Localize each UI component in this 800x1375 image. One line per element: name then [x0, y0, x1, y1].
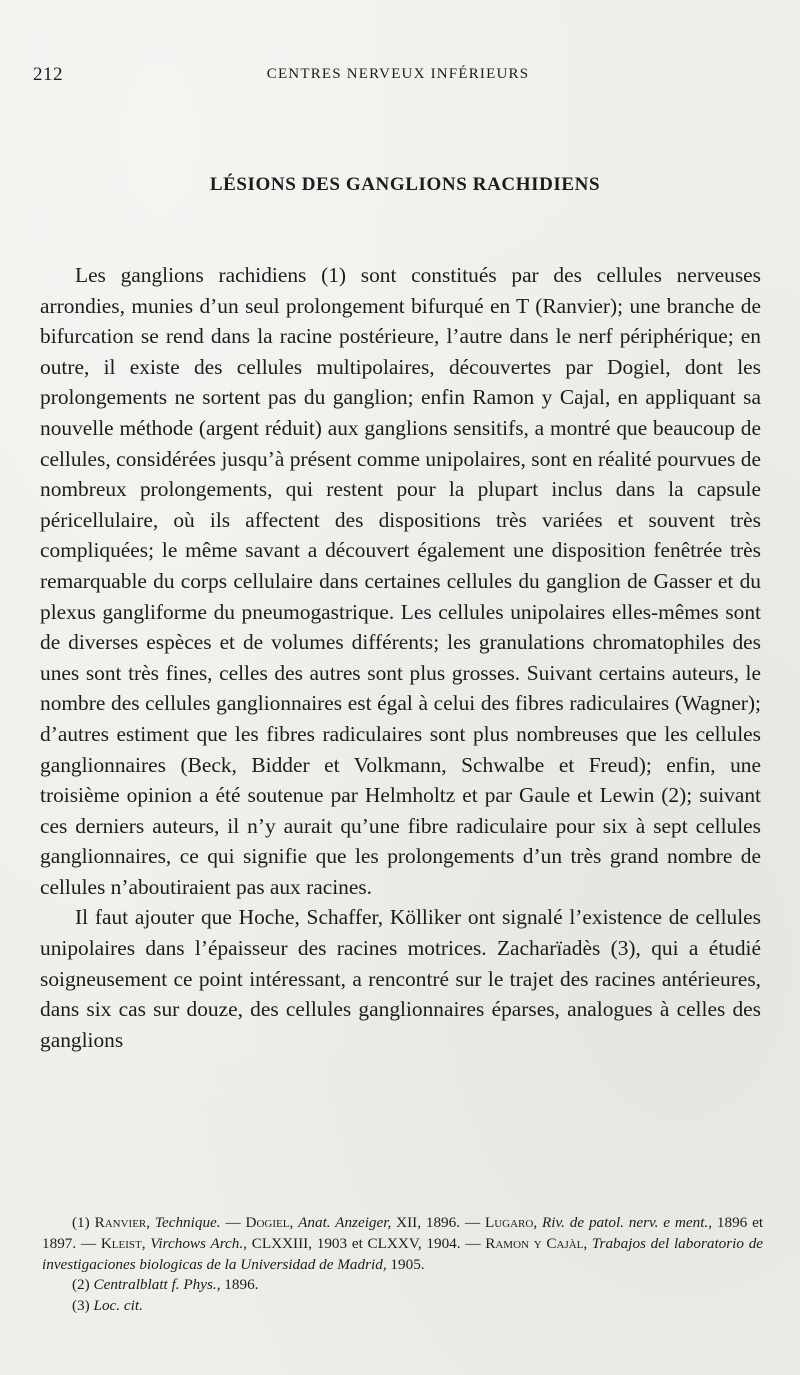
footnote-1-separator-4: —: [465, 1234, 481, 1252]
body-text: [40, 260, 761, 1055]
footnote-2-ref: 1896.: [224, 1276, 259, 1294]
footnote-1-ref-3: 1896 et 1897.: [42, 1214, 764, 1252]
paragraph-1: Les ganglions rachidiens (1) sont constitués par des cellules nerveuses arrondies, munies d’un seul prolongement bifurqué en T (Ranvier); une branche de bifurcation se rend dans la racine postérieure, l’autre dans le nerf périphérique; en outre, il existe des cellules multipolaires, découvertes par Dogiel, dont les prolongements ne sortent pas du ganglion; enfin Ramon y Cajal, en appliquant sa nouvelle méthode (argent réduit) aux ganglions sensitifs, a montré que beaucoup de cellules, considérées jusqu’à présent comme unipolaires, sont en réalité pourvues de nombreux prolongements, qui restent pour la plupart inclus dans la capsule péricellulaire, où ils affectent des dispositions très variées et souvent très compliquées; le même savant a découvert également une disposition fenêtrée très remarquable du corps cellulaire dans certaines cellules du ganglion de Gasser et du plexus gangliforme du pneumogastrique. Les cellules unipolaires elles-mêmes sont de diverses espèces et de volumes différents; les granulations chromatophiles des unes sont très fines, celles des autres sont plus grosses. Suivant certains auteurs, le nombre des cellules ganglionnaires est égal à celui des fibres radiculaires (Wagner); d’autres estiment que les fibres radiculaires sont plus nombreuses que les cellules ganglionnaires (Beck, Bidder et Volkmann, Schwalbe et Freud); enfin, une troisième opinion a été soutenue par Helmholtz et par Gaule et Lewin (2); suivant ces derniers auteurs, il n’y aurait qu’une fibre radiculaire pour six à sept cellules ganglionnaires, ce qui signifie que les prolongements d’un très grand nombre de cellules n’aboutiraient pas aux racines.: [40, 263, 761, 899]
footnote-1-separator-2: —: [464, 1214, 481, 1231]
footnote-1-author-4: Kleist,: [100, 1234, 146, 1252]
footnote-1-author-2: Dogiel,: [245, 1214, 294, 1231]
footnote-1-number: (1): [72, 1214, 90, 1231]
footnote-2-work: Centralblatt f. Phys.,: [93, 1276, 221, 1294]
footnote-1-ref-4: CLXXIII, 1903 et CLXXV, 1904.: [251, 1234, 461, 1252]
footnotes: [42, 1213, 763, 1317]
paragraph-2: Il faut ajouter que Hoche, Schaffer, Kölliker ont signalé l’existence de cellules unipolaires dans l’épaisseur des racines motrices. Zacharïadès (3), qui a étudié soigneusement ce point intéressant, a rencontré sur le trajet des racines antérieures, dans six cas sur douze, des cellules ganglionnaires éparses, analogues à celles des ganglions: [40, 905, 761, 1052]
running-head: CENTRES NERVEUX INFÉRIEURS: [266, 66, 530, 82]
footnote-1-work-4: Virchows Arch.,: [150, 1234, 247, 1252]
footnote-1-work-5: Trabajos del laboratorio de investigaciones biologicas de la Universidad de Madrid,: [42, 1234, 764, 1273]
footnote-1: [42, 1213, 763, 1275]
footnote-3-number: (3): [72, 1297, 90, 1315]
footnote-1-ref-2: XII, 1896.: [396, 1214, 461, 1231]
footnote-1-separator-1: —: [225, 1214, 241, 1231]
footnote-2: [42, 1275, 763, 1296]
footnote-1-author-1: Ranvier,: [94, 1214, 151, 1231]
footnote-3: [42, 1296, 763, 1317]
footnote-1-ref-5: 1905.: [390, 1255, 425, 1273]
footnote-1-separator-3: —: [80, 1234, 97, 1252]
section-title: LÉSIONS DES GANGLIONS RACHIDIENS: [209, 174, 601, 195]
footnote-1-author-5: Ramon y Cajàl,: [485, 1234, 588, 1252]
page-header: [33, 64, 763, 90]
footnote-3-work: Loc. cit.: [93, 1297, 143, 1315]
footnote-1-work-2: Anat. Anzeiger,: [298, 1214, 392, 1231]
page-number: 212: [33, 64, 63, 85]
footnote-1-author-3: Lugaro,: [484, 1214, 538, 1231]
footnote-1-work-3: Riv. de patol. nerv. e ment.,: [542, 1214, 713, 1231]
footnote-2-number: (2): [72, 1276, 90, 1294]
footnote-1-work-1: Technique.: [154, 1214, 221, 1231]
